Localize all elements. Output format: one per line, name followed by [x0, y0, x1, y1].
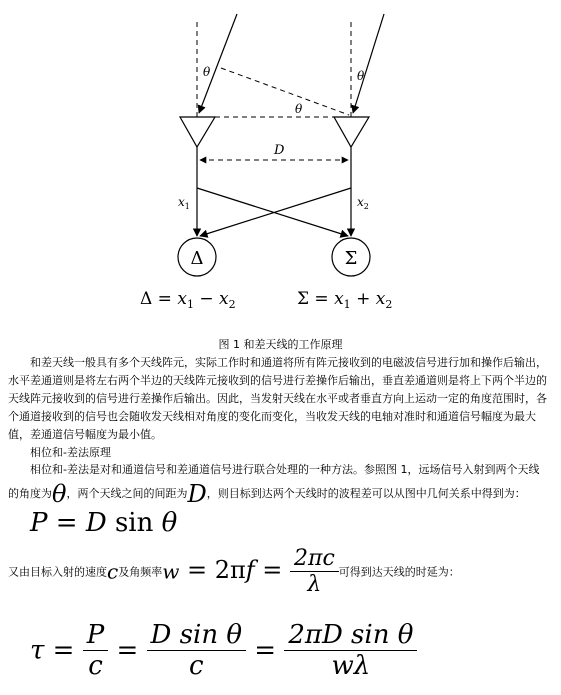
- theta-symbol: θ: [52, 480, 67, 508]
- figure-caption: 图 1 和差天线的工作原理: [218, 338, 343, 351]
- antenna-right: [334, 117, 369, 147]
- text-angle-intro: 的角度为: [8, 487, 52, 500]
- theta-label-left: θ: [203, 65, 211, 79]
- text-velocity-intro: 又由目标入射的速度: [8, 565, 107, 579]
- text-angular-freq: 及角频率: [118, 565, 163, 579]
- incident-ray-left: [199, 14, 237, 113]
- d-symbol: D: [187, 480, 207, 508]
- section-heading: 相位和-差法原理: [30, 446, 111, 459]
- c-symbol: c: [107, 559, 119, 584]
- antenna-left: [180, 117, 215, 147]
- paragraph-1: 和差天线一般具有多个天线阵元，实际工作时和通道将所有阵元接收到的电磁波信号进行加和操作后输出，水平差通道则是将左右两个半边的天线阵元接收到的信号进行差操作后输出，垂直差通道则是将上下两个半边的天线阵元接收到的信号进行差操作后输出。因此，当发射天线在水平或者垂直方向上运动一定的角度范围时，各个通道接收到的信号也会随收发天线相对角度的变化而变化，当收发天线的电轴对准时和通道信号幅度为最大值，差通道信号幅度为最小值。: [8, 356, 547, 441]
- text-spacing-intro: ，两个天线之间的间距为: [66, 487, 188, 500]
- theta-label-middle: θ: [295, 102, 303, 116]
- x1-label: $x_1$: [178, 195, 190, 211]
- antenna-diagram: [0, 0, 561, 330]
- w-symbol: w: [162, 559, 180, 584]
- omega-equation: = 2πf = $\frac{2\pi c}{\lambda}$: [179, 556, 338, 584]
- x2-label: $x_2$: [357, 195, 369, 211]
- delta-symbol: Δ: [190, 248, 204, 269]
- angular-frequency-line: [8, 546, 460, 597]
- cross-right-to-left: [200, 188, 351, 236]
- equation-path-difference: P = D sin θ: [30, 508, 178, 538]
- incident-ray-right: [353, 14, 384, 113]
- paragraph-2: 相位和-差法是对和通道信号和差通道信号进行联合处理的一种方法。参照图 1，远场信号入射到两个天线: [30, 463, 540, 476]
- text-delay-intro: 可得到达天线的时延为：: [338, 565, 460, 579]
- sigma-equation: $\Sigma = x_1 + x_2$: [297, 289, 393, 311]
- cross-left-to-right: [197, 188, 348, 236]
- sigma-symbol: Σ: [344, 248, 358, 269]
- equation-time-delay: τ = $\frac{P}{c}$ = $\frac{\text{D sin θ}}{c}$ = $\frac{\text{2πD sin θ}}{w\lambda}$: [30, 620, 417, 681]
- wavefront-dashed: [221, 68, 349, 115]
- theta-label-right: θ: [357, 69, 365, 83]
- text-path-diff: ，则目标到达两个天线时的波程差可以从图中几何关系中得到为：: [206, 487, 526, 500]
- distance-label: D: [274, 143, 285, 158]
- paragraph-2-line-2: [8, 480, 526, 508]
- delta-equation: $\Delta = x_1 - x_2$: [140, 289, 236, 311]
